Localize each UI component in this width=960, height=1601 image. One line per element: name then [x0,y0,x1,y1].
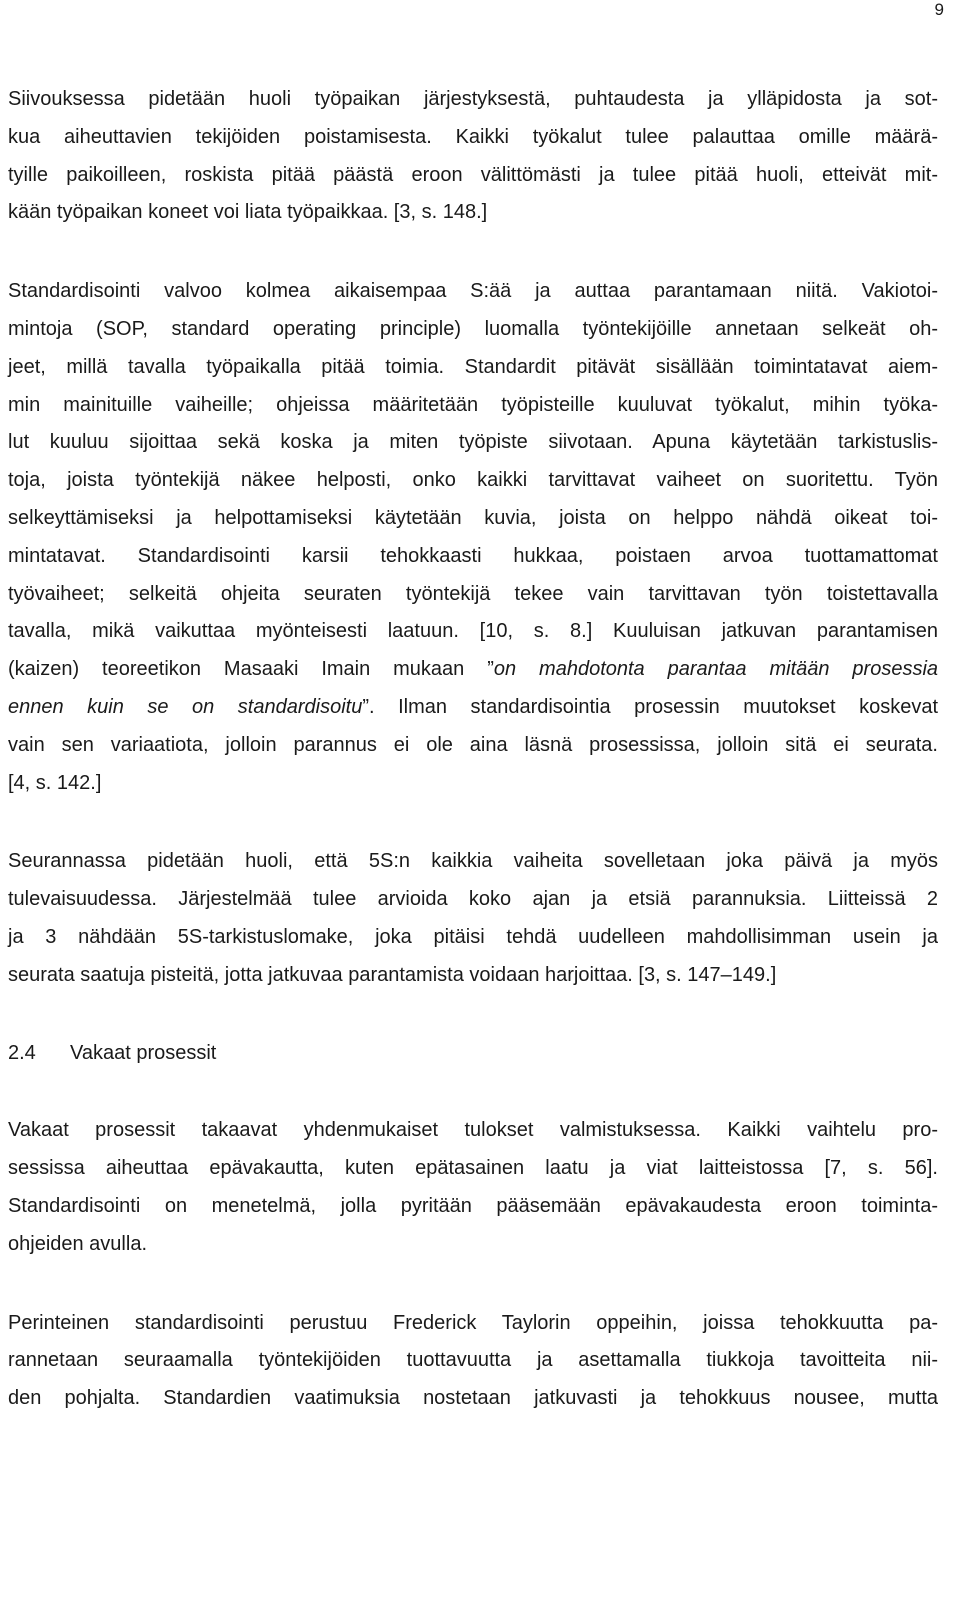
text-line: seurata saatuja pisteitä, jotta jatkuvaa parantamista voidaan harjoittaa. [3, s. 147–149.] [8,963,777,986]
document-body [8,81,938,1418]
text-line: työvaiheet; selkeitä ohjeita seuraten työntekijä tekee vain tarvittavan työn toistettavalla [8,582,938,605]
paragraph-siivous [8,81,938,232]
quote-text: on mahdotonta parantaa mitään prosessia [493,658,939,681]
text-line: tulevaisuudessa. Järjestelmää tulee arvioida koko ajan ja etsiä parannuksia. Liitteissä 2 [8,888,938,911]
section-title: Vakaat prosessit [70,1041,217,1064]
text-line: ohjeiden avulla. [8,1232,147,1255]
paragraph-seuranta [8,843,938,994]
text-line: Siivouksessa pidetään huoli työpaikan järjestyksestä, puhtaudesta ja ylläpidosta ja sot- [8,88,938,110]
text-line: selkeyttämiseksi ja helpottamiseksi käytetään kuvia, joista on helppo nähdä oikeat toi- [8,506,938,529]
text-line: Perinteinen standardisointi perustuu Frederick Taylorin oppeihin, joissa tehokkuutta pa- [8,1311,938,1334]
paragraph-standardisointi [8,273,938,802]
text-line: mintatavat. Standardisointi karsii tehokkaasti hukkaa, poistaen arvoa tuottamattomat [8,544,938,567]
text-line: lut kuuluu sijoittaa sekä koska ja miten työpiste siivotaan. Apuna käytetään tarkistuslis- [8,431,938,454]
section-heading [8,1035,938,1073]
text-line-quote [8,689,938,727]
text-line: rannetaan seuraamalla työntekijöiden tuottavuutta ja asettamalla tiukkoja tavoitteita nii- [8,1349,938,1372]
text-line: kua aiheuttavien tekijöiden poistamisesta. Kaikki työkalut tulee palauttaa omille määrä- [8,125,938,148]
text-line: jeet, millä tavalla työpaikalla pitää toimia. Standardit pitävät sisällään toimintatavat aiem- [8,355,938,378]
quote-lead: (kaizen) teoreetikon Masaaki Imain mukaan ” [8,658,494,681]
text-line: tavalla, mikä vaikuttaa myönteisesti laatuun. [10, s. 8.] Kuuluisan jatkuvan parantamisen [8,620,938,643]
text-line: den pohjalta. Standardien vaatimuksia nostetaan jatkuvasti ja tehokkuus nousee, mutta [8,1387,938,1410]
section-number: 2.4 [8,1041,36,1064]
text-line: vain sen variaatiota, jolloin parannus ei ole aina läsnä prosessissa, jolloin sitä ei seurata. [8,733,938,756]
text-line: Vakaat prosessit takaavat yhdenmukaiset tulokset valmistuksessa. Kaikki vaihtelu pro- [8,1119,938,1142]
text-line: Standardisointi valvoo kolmea aikaisempaa S:ää ja auttaa parantamaan niitä. Vakiotoi- [8,280,938,303]
text-line: tyille paikoilleen, roskista pitää päästä eroon välittömästi ja tulee pitää huoli, etteivät mit- [8,163,938,186]
paragraph-vakaat [8,1112,938,1263]
text-line: kään työpaikan koneet voi liata työpaikkaa. [3, s. 148.] [8,201,488,224]
text-line: Standardisointi on menetelmä, jolla pyritään pääsemään epävakaudesta eroon toiminta- [8,1194,938,1217]
text-line: ja 3 nähdään 5S-tarkistuslomake, joka pitäisi tehdä uudelleen mahdollisimman usein ja [8,925,938,948]
text-line: Seurannassa pidetään huoli, että 5S:n kaikkia vaiheita sovelletaan joka päivä ja myös [8,850,938,873]
text-line: mintoja (SOP, standard operating principle) luomalla työntekijöille annetaan selkeät oh- [8,317,938,340]
text-line: sessissa aiheuttaa epävakautta, kuten epätasainen laatu ja viat laitteistossa [7, s. 56]. [8,1157,938,1180]
quote-tail: ”. Ilman standardisointia prosessin muutokset koskevat [362,695,939,718]
quote-text: ennen kuin se on standardisoitu [8,695,363,718]
text-line-quote [8,651,938,689]
paragraph-taylor [8,1305,938,1418]
page-number: 9 [934,0,944,19]
text-line: min mainituille vaiheille; ohjeissa määritetään työpisteille kuuluvat työkalut, mihin työka- [8,393,938,416]
text-line: [4, s. 142.] [8,771,102,794]
text-line: toja, joista työntekijä näkee helposti, onko kaikki tarvittavat vaiheet on suoritettu. Työn [8,469,938,492]
